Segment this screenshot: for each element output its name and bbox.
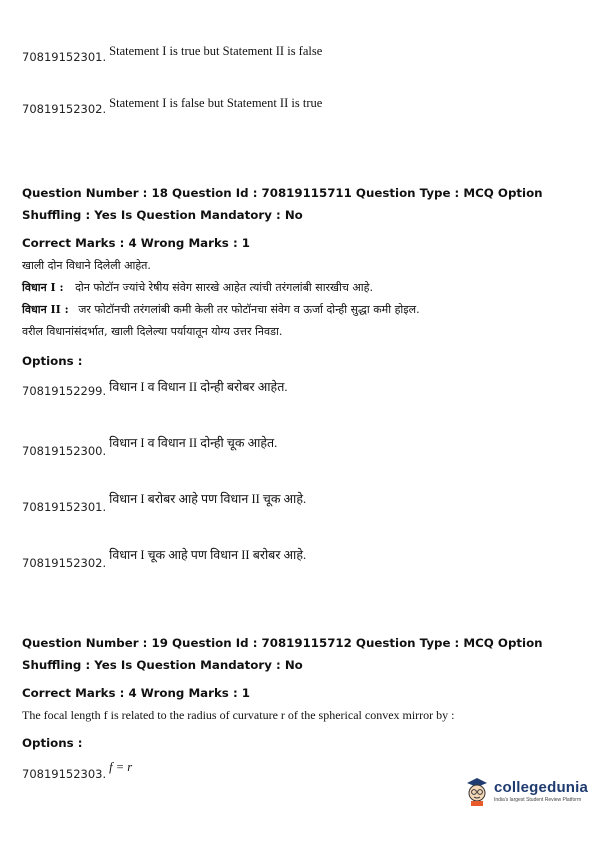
- option-id: 70819152302.: [22, 102, 107, 116]
- option-text: Statement I is false but Statement II is true: [109, 96, 323, 110]
- collegedunia-logo: [463, 776, 588, 806]
- option-text: विधान I व विधान II दोन्ही चूक आहेत.: [109, 436, 278, 450]
- option-row: [22, 434, 277, 458]
- option-text: विधान I व विधान II दोन्ही बरोबर आहेत.: [109, 380, 288, 394]
- option-id: 70819152301.: [22, 50, 107, 64]
- mascot-icon: [463, 776, 491, 806]
- option-id: 70819152302.: [22, 556, 107, 570]
- option-text: Statement I is true but Statement II is false: [109, 44, 323, 58]
- statement-label: विधान II :: [22, 303, 69, 316]
- option-row: [22, 44, 322, 64]
- question-header: Question Number : 18 Question Id : 70819115711 Question Type : MCQ Option Shuffling : Yes Is Question Mandatory : No: [22, 186, 543, 222]
- marks-line: Correct Marks : 4 Wrong Marks : 1: [22, 236, 250, 250]
- option-id: 70819152301.: [22, 500, 107, 514]
- option-row: [22, 96, 322, 116]
- options-label: Options :: [22, 354, 83, 368]
- logo-tagline: India's largest Student Review Platform: [494, 797, 582, 803]
- option-id: 70819152300.: [22, 444, 107, 458]
- statement-2: [22, 302, 582, 317]
- options-label: Options :: [22, 736, 83, 750]
- option-row: [22, 760, 132, 781]
- question-text: The focal length f is related to the radius of curvature r of the spherical convex mirror by :: [22, 708, 455, 722]
- option-text: विधान I बरोबर आहे पण विधान II चूक आहे.: [109, 492, 307, 506]
- statement-text: दोन फोटॉन ज्यांचे रेषीय संवेग सारखे आहेत त्यांची तरंगलांबी सारखीच आहे.: [75, 281, 373, 294]
- option-text: f = r: [109, 760, 133, 774]
- question-intro: खाली दोन विधाने दिलेली आहेत.: [22, 259, 151, 272]
- option-row: [22, 546, 306, 570]
- question-instruction: वरील विधानांसंदर्भात, खाली दिलेल्या पर्यायातून योग्य उत्तर निवडा.: [22, 325, 283, 338]
- question-header: Question Number : 19 Question Id : 70819115712 Question Type : MCQ Option Shuffling : Yes Is Question Mandatory : No: [22, 636, 543, 672]
- marks-line: Correct Marks : 4 Wrong Marks : 1: [22, 686, 250, 700]
- option-row: [22, 490, 306, 514]
- statement-label: विधान I :: [22, 281, 64, 294]
- option-row: [22, 378, 287, 398]
- option-text: विधान I चूक आहे पण विधान II बरोबर आहे.: [109, 548, 307, 562]
- statement-1: [22, 280, 582, 295]
- option-id: 70819152299.: [22, 384, 107, 398]
- logo-wordmark: collegedunia: [494, 779, 589, 796]
- option-id: 70819152303.: [22, 767, 107, 781]
- statement-text: जर फोटॉनची तरंगलांबी कमी केली तर फोटॉनचा संवेग व ऊर्जा दोन्ही सुद्धा कमी होइल.: [78, 303, 420, 316]
